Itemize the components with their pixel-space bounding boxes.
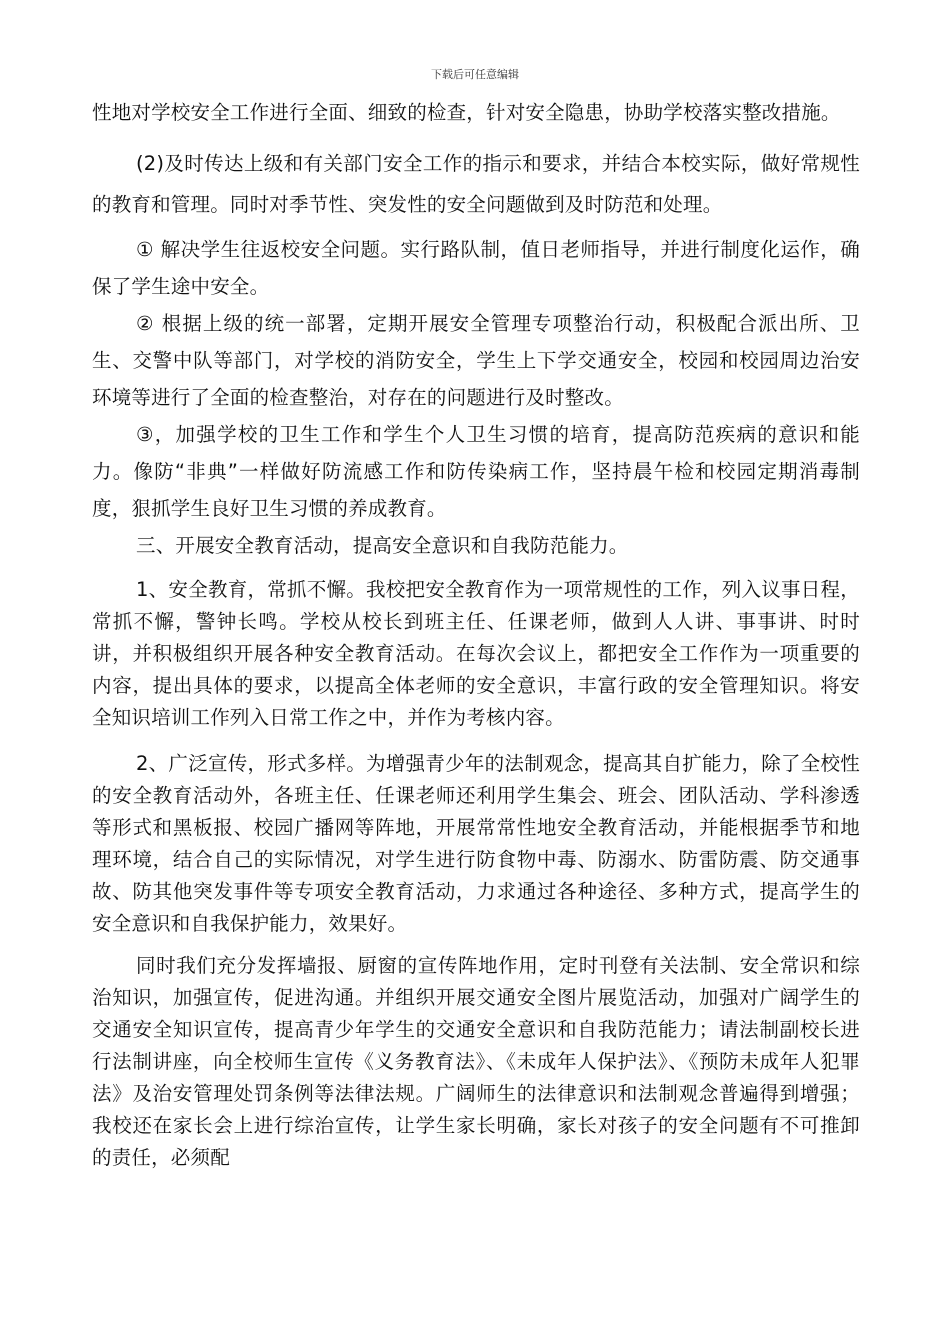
page-header: 下载后可任意编辑 bbox=[431, 68, 519, 81]
paragraph-safety-education: 1、安全教育，常抓不懈。我校把安全教育作为一项常规性的工作，列入议事日程，常抓不懈，警钟长鸣。学校从校长到班主任、任课老师，做到人人讲、事事讲、时时讲，并积极组织开展各种安全教育活动。在每次会议上，都把安全工作作为一项重要的内容，提出具体的要求，以提高全体老师的安全意识，丰富行政的安全管理知识。将安全知识培训工作列入日常工作之中，并作为考核内容。 bbox=[92, 578, 860, 729]
paragraph-propaganda: 同时我们充分发挥墙报、厨窗的宣传阵地作用，定时刊登有关法制、安全常识和综治知识，加强宣传，促进沟通。并组织开展交通安全图片展览活动，加强对广阔学生的交通安全知识宣传，提高青少年学生的交通安全意识和自我防范能力；请法制副校长进行法制讲座，向全校师生宣传《义务教育法》、《未成年人保护法》、《预防未成年人犯罪法》及治安管理处罚条例等法律法规。广阔师生的法律意识和法制观念普遍得到增强；我校还在家长会上进行综治宣传，让学生家长明确，家长对孩子的安全问题有不可推卸的责任，必须配 bbox=[92, 954, 860, 1169]
paragraph-continuation: 性地对学校安全工作进行全面、细致的检查，针对安全隐患，协助学校落实整改措施。 bbox=[92, 101, 841, 124]
document-body bbox=[92, 92, 860, 1174]
paragraph-subitem-3: ③，加强学校的卫生工作和学生个人卫生习惯的培育，提高防范疾病的意识和能力。像防“非典”一样做好防流感工作和防传染病工作，坚持晨午检和校园定期消毒制度，狠抓学生良好卫生习惯的养成教育。 bbox=[92, 423, 860, 520]
section-heading-3: 三、开展安全教育活动，提高安全意识和自我防范能力。 bbox=[136, 534, 629, 557]
paragraph-subitem-2: ② 根据上级的统一部署，定期开展安全管理专项整治行动，积极配合派出所、卫生、交警中队等部门，对学校的消防安全，学生上下学交通安全，校园和校园周边治安环境等进行了全面的检查整治，对存在的问题进行及时整改。 bbox=[92, 312, 860, 409]
paragraph-item-2: (2)及时传达上级和有关部门安全工作的指示和要求，并结合本校实际，做好常规性的教育和管理。同时对季节性、突发性的安全问题做到及时防范和处理。 bbox=[92, 152, 860, 216]
paragraph-subitem-1: ① 解决学生往返校安全问题。实行路队制，值日老师指导，并进行制度化运作，确保了学生途中安全。 bbox=[92, 238, 860, 298]
paragraph-publicity: 2、广泛宣传，形式多样。为增强青少年的法制观念，提高其自扩能力，除了全校性的安全教育活动外，各班主任、任课老师还利用学生集会、班会、团队活动、学科渗透等形式和黑板报、校园广播网等阵地，开展常常性地安全教育活动，并能根据季节和地理环境，结合自己的实际情况，对学生进行防食物中毒、防溺水、防雷防震、防交通事故、防其他突发事件等专项安全教育活动，力求通过各种途径、多种方式，提高学生的安全意识和自我保护能力，效果好。 bbox=[92, 752, 860, 935]
